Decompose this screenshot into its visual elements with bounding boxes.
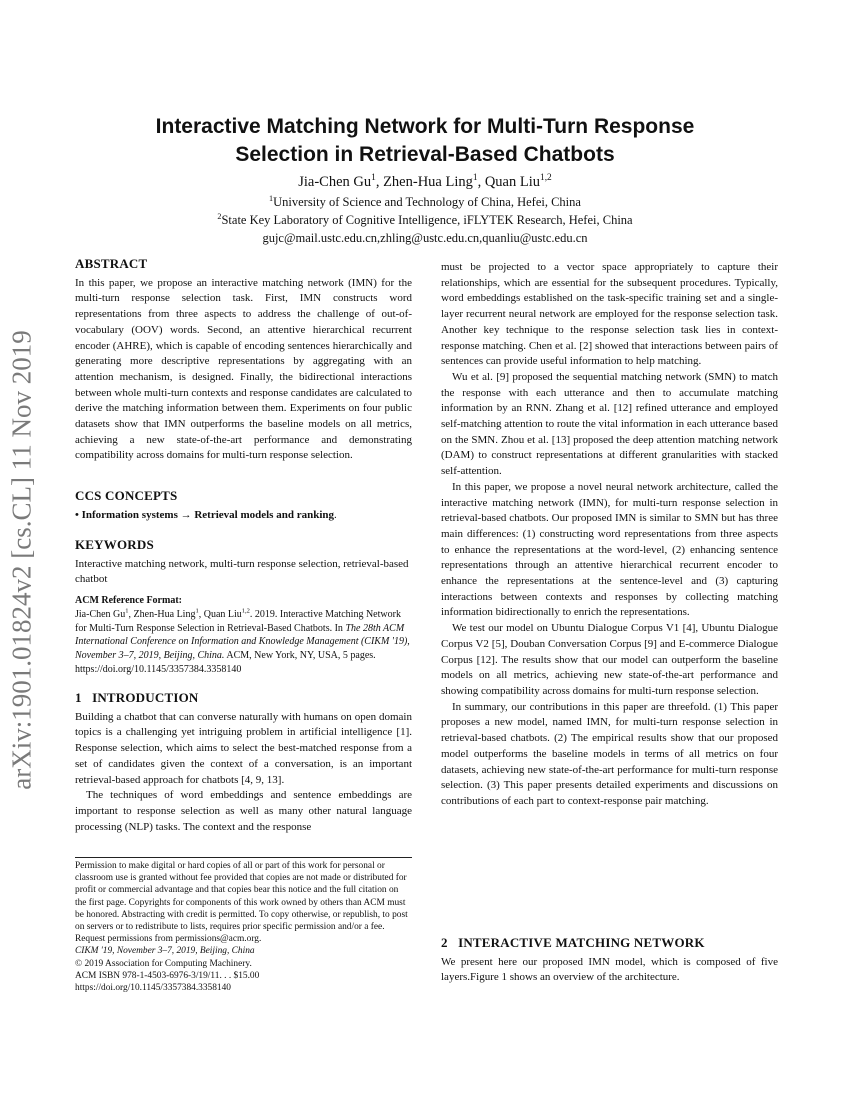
- introduction-heading: 1 INTRODUCTION: [75, 690, 199, 705]
- arxiv-stamp: arXiv:1901.01824v2 [cs.CL] 11 Nov 2019: [6, 330, 37, 790]
- section-2-heading: 2 INTERACTIVE MATCHING NETWORK: [441, 935, 705, 950]
- intro-paragraph: Building a chatbot that can converse naturally with humans on open domain topics is a challenging yet intriguing problem in artificial intelligence [1]. Response selection, which aims to select the best-matched response from a set of candidates given the context of a conversation, is an important retrieval-based approach for chatbots [4, 9, 13].: [75, 710, 412, 786]
- title-line-1: Interactive Matching Network for Multi-Turn Response: [155, 115, 695, 138]
- body-paragraph: Wu et al. [9] proposed the sequential matching network (SMN) to match the response with each utterance and then to accumulate matching information by an RNN. Zhang et al. [12] refined utterance and employed self-matching attention to route the vital information in each utterance based on the SMN. Zhou et al. [13] proposed the deep attention matching network (DAM) to construct representations at different granularities with stacked self-attention.: [441, 370, 778, 478]
- abstract-section: [75, 256, 412, 464]
- author-name: Quan Liu: [484, 174, 540, 190]
- keywords-text: Interactive matching network, multi-turn response selection, retrieval-based chatbot: [75, 557, 409, 586]
- ccs-heading: CCS CONCEPTS: [75, 488, 178, 503]
- author-affil-sup: 1,2: [540, 173, 552, 184]
- affiliation-2: [60, 213, 790, 228]
- body-paragraph: In summary, our contributions in this paper are threefold. (1) This paper proposes a new model, named IMN, for multi-turn response selection in retrieval-based chatbots. (2) The empirical results show that our proposed model outperforms the baseline models in terms of all metrics on four datasets, achieving new state-of-the-art performance for multi-turn response selection. (3) This paper presents detailed experiments and discussions on contributions of each part to context-response pair matching.: [441, 700, 778, 807]
- paper-title: [60, 113, 790, 169]
- author-list: Jia-Chen Gu$^1$, Zhen-Hua Ling$^1$, Quan Liu$^{1,2}$: [298, 173, 552, 190]
- title-line-2: Selection in Retrieval-Based Chatbots: [235, 143, 615, 166]
- conference-line: CIKM '19, November 3–7, 2019, Beijing, China: [75, 946, 255, 957]
- affiliation-1: [60, 195, 790, 210]
- author-affil-sup: 1: [472, 173, 478, 184]
- acm-reference: [75, 594, 412, 677]
- doi-line: https://doi.org/10.1145/3357384.3358140: [75, 983, 231, 994]
- body-paragraph: We test our model on Ubuntu Dialogue Corpus V1 [4], Ubuntu Dialogue Corpus V2 [5], Douban Conversation Corpus [9] and E-commerce Dialogue Corpus [12]. The results show that our model can outperform the baseline models on all metrics, achieving new state-of-the-art performance and showing compatibility across domains for multi-turn response selection.: [441, 622, 778, 697]
- right-column-text: [441, 260, 778, 810]
- abstract-text: In this paper, we propose an interactive matching network (IMN) for the multi-turn response selection task. First, IMN constructs word representations from three aspects to address the challenge of out-of-vocabulary (OOV) words. Second, an attentive hierarchical recurrent encoder (AHRE), which is capable of encoding sentences hierarchically and generating more descriptive representations by aggregating with an attention mechanism, is designed. Finally, the bidirectional interactions between whole multi-turn contexts and response candidates are calculated to derive the matching information between them. Experiments on four public datasets show that IMN outperforms the baseline models on all metrics, achieving a new state-of-the-art performance and demonstrating compatibility across domains for multi-turn response selection.: [75, 276, 412, 462]
- reference-heading: ACM Reference Format:: [75, 595, 182, 606]
- author-name: Jia-Chen Gu: [298, 174, 372, 190]
- introduction-section: [75, 690, 412, 835]
- ccs-end: .: [334, 508, 337, 521]
- author-affil-sup: 1: [371, 173, 376, 184]
- affil-sup: 2: [217, 211, 222, 221]
- section-2: [441, 935, 778, 986]
- section-2-text: We present here our proposed IMN model, which is composed of five layers.Figure 1 shows an overview of the architecture.: [441, 955, 778, 984]
- keywords-heading: KEYWORDS: [75, 537, 154, 552]
- author-name: Zhen-Hua Ling: [383, 174, 473, 190]
- isbn-line: ACM ISBN 978-1-4503-6976-3/19/11. . . $15.00: [75, 970, 260, 981]
- footnote-rule: [75, 857, 412, 858]
- copyright-line: © 2019 Association for Computing Machinery.: [75, 958, 252, 969]
- ccs-concept: • Information systems → Retrieval models and ranking: [75, 508, 334, 521]
- body-paragraph: In this paper, we propose a novel neural network architecture, called the interactive matching network (IMN), for multi-turn response selection in retrieval-based chatbots. Our proposed IMN is similar to SMN but has three main differences: (1) constructing word representations from three aspects to enhance the representations at the word-level, (2) enhancing sentence representations through an attentive hierarchical recurrent encoder to enhance the representations at the sentence-level and (3) capturing interactions between contexts and responses by collecting matching information bidirectionally to enrich the representations.: [441, 480, 778, 619]
- reference-text: Jia-Chen Gu$^1$, Zhen-Hua Ling$^1$, Quan Liu$^{1,2}$. 2019. Interactive Matching Network for Multi-Turn Response Selection in Retrieval-Based Chatbots. In The 28th ACM International Conference on Information and Knowledge Management (CIKM '19), November 3–7, 2019, Beijing, China. ACM, New York, NY, USA, 5 pages. https://doi.org/10.1145/3357384.3358140: [75, 607, 410, 675]
- ccs-section: [75, 488, 412, 523]
- body-paragraph: must be projected to a vector space appropriately to capture their relationships, which are essential for the subsequent procedures. Typically, word embeddings established on the task-specific training set and a single-layer recurrent neural network are employed for the response selection task. Another key technique to the response selection task lies in context-response matching. Chen et al. [2] showed that interactions between pairs of sentences can provide useful information to help matching.: [441, 261, 778, 368]
- abstract-heading: ABSTRACT: [75, 256, 148, 271]
- keywords-section: [75, 537, 412, 588]
- affil-sup: 1: [269, 193, 274, 203]
- author-emails: gujc@mail.ustc.edu.cn,zhling@ustc.edu.cn,quanliu@ustc.edu.cn: [262, 231, 588, 245]
- permission-footnote: [75, 860, 412, 994]
- permission-text: Permission to make digital or hard copies of all or part of this work for personal or classroom use is granted without fee provided that copies are not made or distributed for profit or commercial advantage and that copies bear this notice and the full citation on the first page. Copyrights for components of this work owned by others than ACM must be honored. Abstracting with credit is permitted. To copy otherwise, or republish, to post on servers or to redistribute to lists, requires prior specific permission and/or a fee. Request permissions from permissions@acm.org.: [75, 861, 408, 945]
- affil-text: University of Science and Technology of China, Hefei, China: [273, 195, 581, 209]
- intro-paragraph: The techniques of word embeddings and sentence embeddings are important to response selection as well as many other natural language processing (NLP) tasks. The context and the response: [75, 789, 412, 833]
- affil-text: State Key Laboratory of Cognitive Intelligence, iFLYTEK Research, Hefei, China: [221, 213, 633, 227]
